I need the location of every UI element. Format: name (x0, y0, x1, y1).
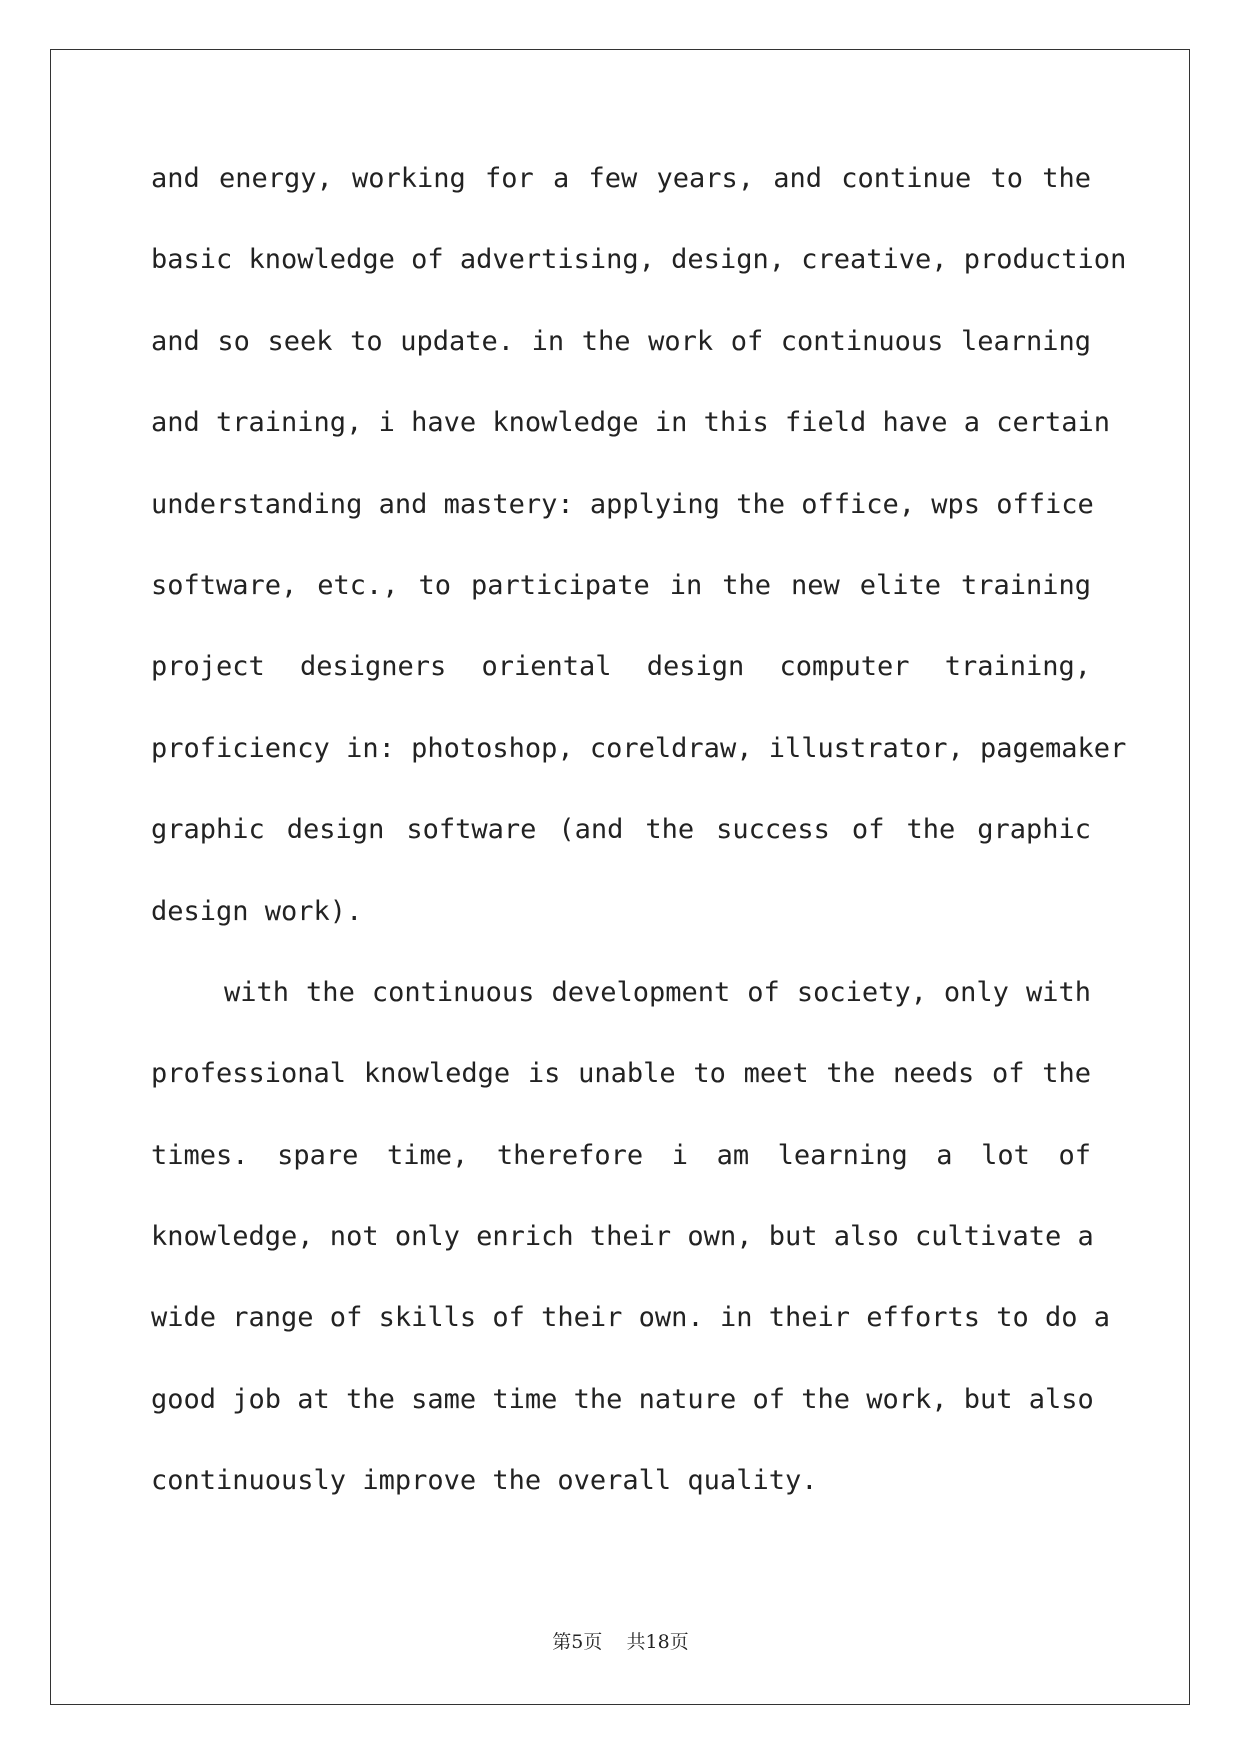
page-number: 第5页 (552, 1631, 603, 1653)
text-line: professional knowledge is unable to meet the needs of the (151, 1058, 1091, 1090)
text-line: design work). (151, 895, 363, 927)
text-line: with the continuous development of society, only with (224, 976, 1091, 1008)
text-line: and so seek to update. in the work of continuous learning (151, 325, 1091, 357)
text-line: and energy, working for a few years, and continue to the (151, 163, 1091, 194)
page-footer (0, 1627, 1241, 1654)
text-line: graphic design software (and the success of the graphic (151, 814, 1091, 846)
text-line: continuously improve the overall quality. (151, 1465, 818, 1497)
text-line: software, etc., to participate in the new elite training (151, 569, 1091, 601)
text-line: good job at the same time the nature of the work, but also (151, 1383, 1094, 1415)
text-line: basic knowledge of advertising, design, creative, production (151, 244, 1127, 276)
document-body (151, 161, 1127, 1545)
text-line: wide range of skills of their own. in their efforts to do a (151, 1302, 1111, 1334)
page-total: 共18页 (626, 1631, 689, 1653)
text-line: knowledge, not only enrich their own, but also cultivate a (151, 1221, 1094, 1253)
text-line: understanding and mastery: applying the office, wps office (151, 488, 1094, 520)
text-line: project designers oriental design computer training, (151, 651, 1091, 683)
text-line: times. spare time, therefore i am learning a lot of (151, 1139, 1091, 1171)
text-line: and training, i have knowledge in this field have a certain (151, 407, 1111, 439)
text-line: proficiency in: photoshop, coreldraw, illustrator, pagemaker (151, 732, 1127, 764)
